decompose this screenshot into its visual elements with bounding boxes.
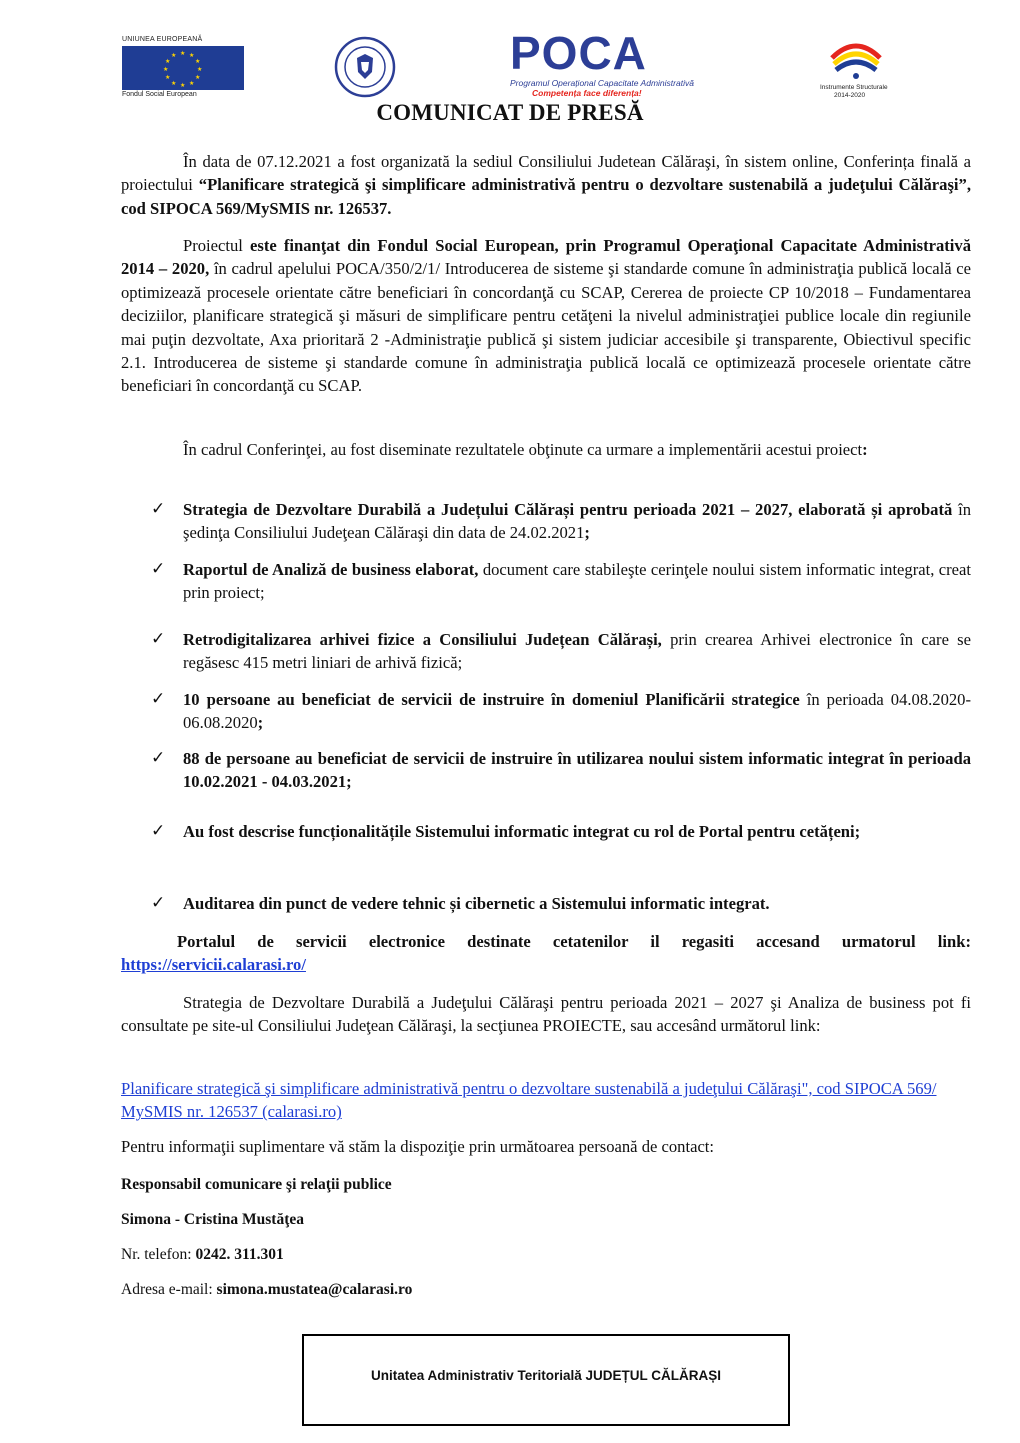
svg-text:★: ★ <box>189 52 195 59</box>
svg-text:★: ★ <box>163 66 169 73</box>
paragraph-text: Strategia de Dezvoltare Durabilă a Judeţului Călăraşi pentru perioada 2021 – 2027 şi Analiza de business pot fi consultate pe site-ul Consiliului Judeţean Călăraşi, la secţiunea PROIECTE, sau accesând următorul link: <box>121 993 971 1036</box>
eu-flag-icon <box>122 46 244 90</box>
list-item <box>183 820 971 843</box>
poca-slogan: Competența face diferența! <box>532 88 642 98</box>
item-tail: ; <box>257 713 264 733</box>
project-page-link[interactable]: Planificare strategică şi simplificare administrativă pentru o dezvoltare sustenabilă a judeţului Călăraşi", cod SIPOCA 569/ MySMIS nr. 126537 (calarasi.ro) <box>121 1079 937 1122</box>
project-title: “Planificare strategică şi simplificare administrativă pentru o dezvoltare sustenabilă a judeţului Călăraşi”, cod SIPOCA 569/MySMIS nr. 126537. <box>121 175 971 218</box>
svg-text:★: ★ <box>195 74 201 81</box>
instrumente-structurale-icon <box>818 36 894 84</box>
svg-text:★: ★ <box>171 52 177 59</box>
paragraph-text: În data de 07.12.2021 a fost organizată la sediul Consiliului Judetean Călăraşi, în sistem online, Conferința finală a proiectului <box>121 152 971 195</box>
eu-fse-logo <box>122 36 244 98</box>
list-item <box>183 892 971 915</box>
contact-role: Responsabil comunicare şi relaţii publice <box>121 1176 392 1193</box>
poca-subtitle: Programul Operațional Capacitate Administrativă <box>510 78 694 88</box>
phone-value: 0242. 311.301 <box>195 1246 284 1263</box>
checkmark-icon: ✓ <box>151 748 166 767</box>
is-years-label: 2014-2020 <box>834 92 866 99</box>
list-item <box>183 558 971 605</box>
svg-text:★: ★ <box>171 80 177 87</box>
item-text: document care stabileşte cerinţele noului sistem informatic integrat, creat prin proiect; <box>183 560 972 603</box>
item-text: în şedinţa Consiliului Judeţean Călăraşi din data de 24.02.2021 <box>183 500 971 543</box>
checkmark-icon: ✓ <box>151 893 166 912</box>
paragraph-text: în cadrul apelului POCA/350/2/1/ Introducerea de sisteme şi standarde comune în administraţia publică locală ce optimizează procesele orientate către beneficiari în concordanţă cu SCAP, Cererea de proiecte CP 10/2018 – Fundamentarea deciziilor, planificare strategică şi măsuri de simplificare pentru cetăţeni la nivelul administraţiei publice locale din regiunile mai puţin dezvoltate, Axa prioritară 2 -Administraţie publică şi sistem judiciar accesibile şi transparente, Obiectivul specific 2.1. Introducerea de sisteme şi standarde comune în administraţia publică locală ce optimizează procesele orientate către beneficiari în concordanţă cu SCAP. <box>121 259 971 396</box>
svg-text:★: ★ <box>197 66 203 73</box>
paragraph-text: În cadrul Conferinţei, au fost diseminate rezultatele obţinute ca urmare a implementării acestui proiect <box>183 440 863 459</box>
poca-wordmark: POCA <box>510 27 647 79</box>
list-item <box>183 747 971 794</box>
item-bold: Auditarea din punct de vedere tehnic și cibernetic a Sistemului informatic integrat. <box>183 894 770 913</box>
phone-label: Nr. telefon: <box>121 1246 196 1263</box>
romanian-government-seal-icon <box>328 36 402 98</box>
checkmark-icon: ✓ <box>151 821 166 840</box>
paragraph-strategy <box>121 991 971 1038</box>
item-bold: Au fost descrise funcționalitățile Sistemului informatic integrat cu rol de Portal pentru cetățeni; <box>183 822 861 841</box>
colon: : <box>862 440 868 459</box>
svg-text:★: ★ <box>180 82 186 89</box>
paragraph-project-link <box>121 1077 971 1124</box>
item-tail: ; <box>584 523 590 543</box>
svg-text:★: ★ <box>165 74 171 81</box>
svg-text:★: ★ <box>165 58 171 65</box>
instrumente-structurale-logo <box>818 36 894 102</box>
portal-link[interactable]: https://servicii.calarasi.ro/ <box>121 955 306 975</box>
paragraph-conference <box>121 150 971 220</box>
contact-intro: Pentru informaţii suplimentare vă stăm la dispoziţie prin următoarea persoană de contact: <box>121 1137 715 1156</box>
item-bold: 10 persoane au beneficiat de servicii de instruire în domeniul Planificării strategice <box>183 690 800 709</box>
email-label: Adresa e-mail: <box>121 1281 217 1298</box>
contact-name: Simona - Cristina Mustăţea <box>121 1211 304 1228</box>
checkmark-icon: ✓ <box>151 499 166 518</box>
eu-logo-label: UNIUNEA EUROPEANĂ <box>122 36 203 43</box>
svg-text:★: ★ <box>195 58 201 65</box>
poca-logo <box>510 27 710 98</box>
contact-phone <box>121 1243 284 1266</box>
paragraph-portal <box>121 930 971 977</box>
email-value: simona.mustatea@calarasi.ro <box>216 1281 413 1298</box>
paragraph-funding <box>121 234 971 398</box>
item-bold: Raportul de Analiză de business elaborat, <box>183 560 479 579</box>
checkmark-icon: ✓ <box>151 689 166 708</box>
list-item <box>183 498 971 545</box>
svg-text:★: ★ <box>180 50 186 57</box>
footer-box <box>302 1334 790 1426</box>
page-title: COMUNICAT DE PRESĂ <box>376 100 644 125</box>
header-logos <box>118 27 908 104</box>
checkmark-icon: ✓ <box>151 559 166 578</box>
checkmark-icon: ✓ <box>151 629 166 648</box>
item-text: în perioada 04.08.2020-06.08.2020 <box>183 690 971 733</box>
is-label: Instrumente Structurale <box>820 84 888 91</box>
portal-text: Portalul de servicii electronice destinate cetatenilor il regasiti accesand urmatorul link: <box>177 932 971 951</box>
funding-source: este finanţat din Fondul Social European, prin Programul Operaţional Capacitate Administrativă 2014 – 2020, <box>121 236 971 279</box>
paragraph-text: Proiectul <box>183 236 251 255</box>
paragraph-results <box>121 438 971 461</box>
item-bold: Strategia de Dezvoltare Durabilă a Județului Călărași pentru perioada 2021 – 2027, elaborată și aprobată <box>183 500 953 519</box>
svg-text:★: ★ <box>189 80 195 87</box>
item-text: prin crearea Arhivei electronice în care se regăsesc 415 metri liniari de arhivă fizică; <box>183 630 971 673</box>
footer-text: Unitatea Administrativ Teritorială JUDEȚUL CĂLĂRAȘI <box>370 1368 722 1383</box>
item-bold: Retrodigitalizarea arhivei fizice a Consiliului Județean Călărași, <box>183 630 662 649</box>
fse-label: Fondul Social European <box>122 91 197 98</box>
item-bold: 88 de persoane au beneficiat de servicii de instruire în utilizarea noului sistem informatic integrat în perioada 10.02.2021 - 04.03.2021; <box>183 749 971 792</box>
list-item <box>183 628 971 675</box>
list-item <box>183 688 971 735</box>
contact-email <box>121 1278 412 1301</box>
